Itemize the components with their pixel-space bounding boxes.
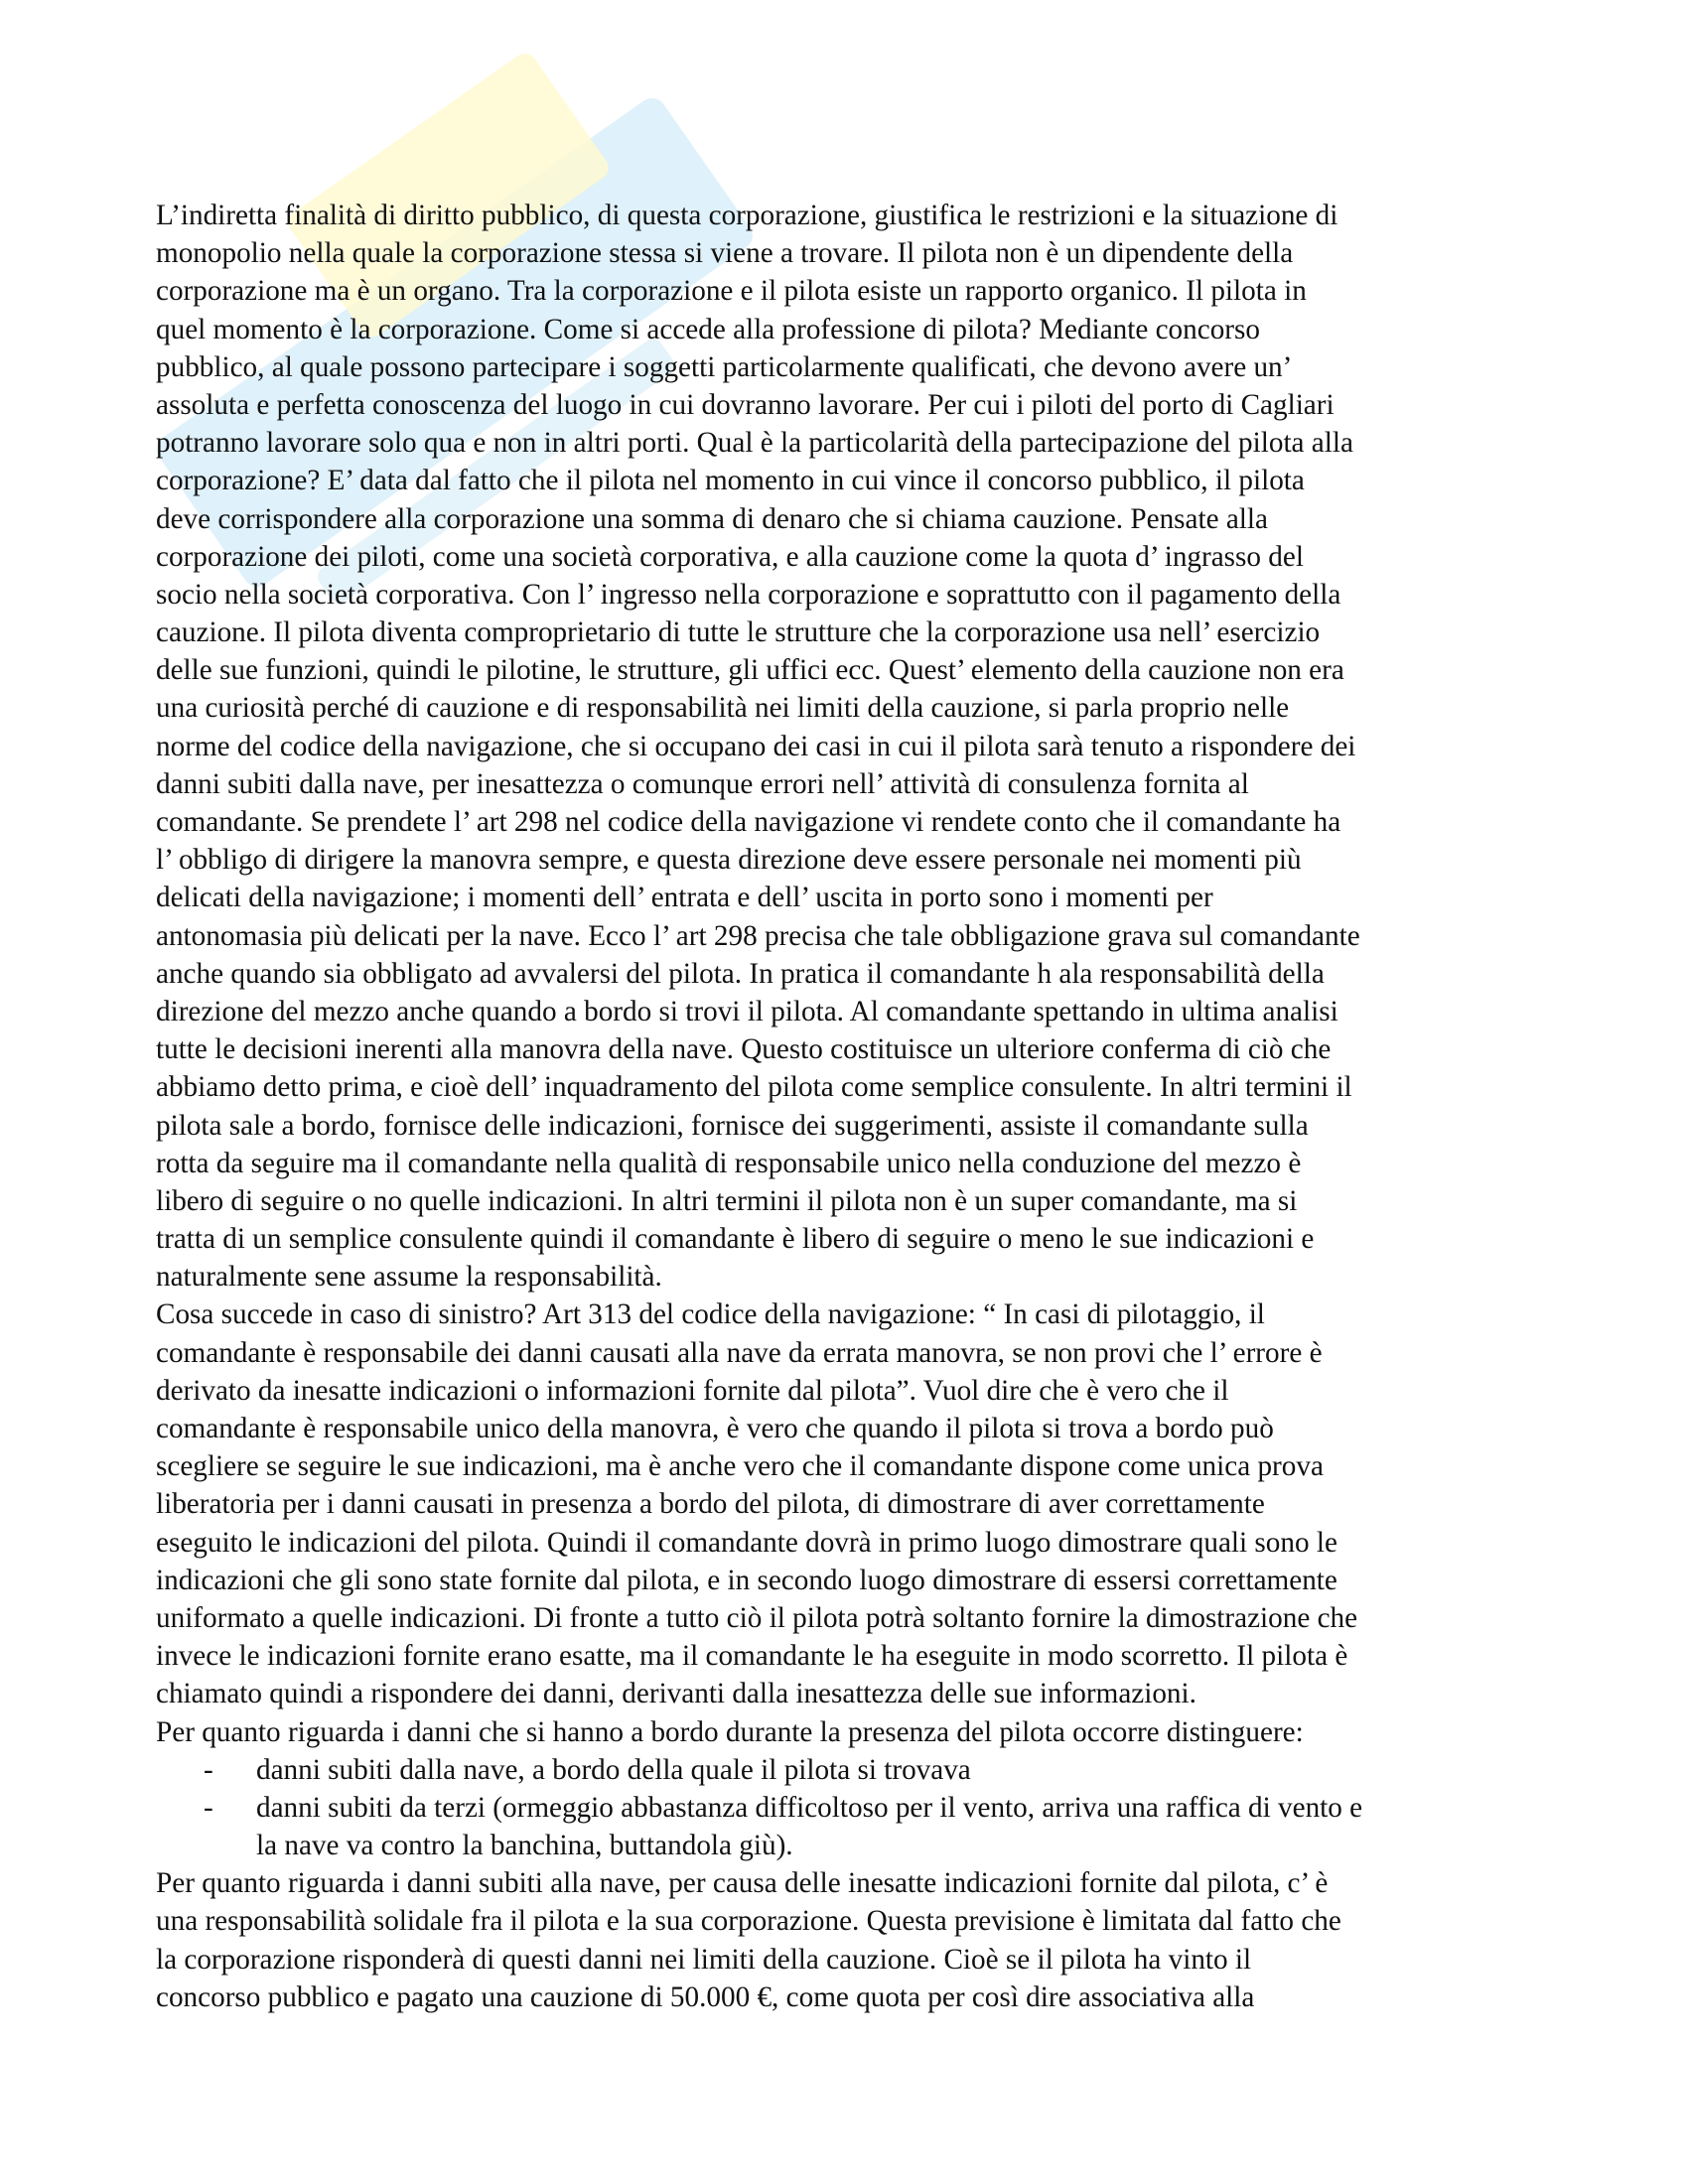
text-line: delicati della navigazione; i momenti dell’ entrata e dell’ uscita in porto sono i momenti per [156,882,1213,914]
text-line: invece le indicazioni fornite erano esatte, ma il comandante le ha eseguite in modo scorretto. Il pilota è [156,1640,1348,1673]
text-line: la corporazione risponderà di questi danni nei limiti della cauzione. Cioè se il pilota ha vinto il [156,1943,1252,1976]
bullet-marker: - [204,1753,213,1786]
bullet-marker: - [204,1791,213,1824]
text-line: corporazione dei piloti, come una società corporativa, e alla cauzione come la quota d’ ingrasso del [156,540,1304,573]
text-line: chiamato quindi a rispondere dei danni, derivanti dalla inesattezza delle sue informazioni. [156,1678,1196,1710]
text-line: pilota sale a bordo, fornisce delle indicazioni, fornisce dei suggerimenti, assiste il comandante sulla [156,1109,1309,1142]
text-line: deve corrispondere alla corporazione una somma di denaro che si chiama cauzione. Pensate alla [156,502,1268,535]
text-line: scegliere se seguire le sue indicazioni, ma è anche vero che il comandante dispone come unica prova [156,1450,1324,1483]
text-line: una responsabilità solidale fra il pilota e la sua corporazione. Questa previsione è limitata dal fatto che [156,1905,1341,1938]
text-line: comandante è responsabile unico della manovra, è vero che quando il pilota si trova a bordo può [156,1413,1274,1444]
text-line: l’ obbligo di dirigere la manovra sempre, e questa direzione deve essere personale nei momenti più [156,844,1302,877]
text-line: Per quanto riguarda i danni che si hanno a bordo durante la presenza del pilota occorre distinguere: [156,1715,1304,1748]
text-line: derivato da inesatte indicazioni o informazioni fornite dal pilota”. Vuol dire che è vero che il [156,1374,1229,1407]
text-line: uniformato a quelle indicazioni. Di fronte a tutto ciò il pilota potrà soltanto fornire la dimostrazione che [156,1601,1358,1634]
text-line: comandante è responsabile dei danni causati alla nave da errata manovra, se non provi che l’ errore è [156,1336,1323,1369]
bullet-list [156,1751,1532,1865]
list-item-text: danni subiti dalla nave, a bordo della quale il pilota si trovava [256,1753,971,1786]
text-line: pubblico, al quale possono partecipare i soggetti particolarmente qualificati, che devono avere un’ [156,350,1293,383]
text-line: abbiamo detto prima, e cioè dell’ inquadramento del pilota come semplice consulente. In altri termini il [156,1071,1352,1104]
text-line: cauzione. Il pilota diventa comproprietario di tutte le strutture che la corporazione usa nell’ esercizio [156,616,1321,649]
text-line: Per quanto riguarda i danni subiti alla nave, per causa delle inesatte indicazioni fornite dal pilota, c’ è [156,1867,1329,1900]
text-line: potranno lavorare solo qua e non in altri porti. Qual è la particolarità della partecipazione del pilota alla [156,427,1353,460]
list-item [156,1751,1532,1789]
text-line: comandante. Se prendete l’ art 298 nel codice della navigazione vi rendete conto che il comandante ha [156,806,1341,838]
list-item-text: danni subiti da terzi (ormeggio abbastanza difficoltoso per il vento, arriva una raffica di vento e [256,1791,1363,1824]
text-line: socio nella società corporativa. Con l’ ingresso nella corporazione e soprattutto con il pagamento della [156,578,1341,611]
list-item [156,1789,1532,1827]
list-item-text: la nave va contro la banchina, buttandola giù). [256,1830,793,1862]
text-line: antonomasia più delicati per la nave. Ecco l’ art 298 precisa che tale obbligazione grava sul comandante [156,919,1360,952]
text-line: anche quando sia obbligato ad avvalersi del pilota. In pratica il comandante h ala responsabilità della [156,957,1325,990]
text-line: eseguito le indicazioni del pilota. Quindi il comandante dovrà in primo luogo dimostrare quali sono le [156,1526,1337,1559]
text-line: corporazione? E’ data dal fatto che il pilota nel momento in cui vince il concorso pubblico, il pilota [156,465,1305,497]
text-line: assoluta e perfetta conoscenza del luogo in cui dovranno lavorare. Per cui i piloti del porto di Cagliari [156,388,1335,421]
text-line: quel momento è la corporazione. Come si accede alla professione di pilota? Mediante concorso [156,313,1260,345]
text-line: tratta di un semplice consulente quindi il comandante è libero di seguire o meno le sue indicazioni e [156,1223,1315,1256]
list-item-continuation [156,1827,1532,1864]
text-line: L’indiretta finalità di diritto pubblico, di questa corporazione, giustifica le restrizioni e la situazione di [156,200,1338,231]
text-line: indicazioni che gli sono state fornite dal pilota, e in secondo luogo dimostrare di essersi correttamente [156,1564,1337,1596]
paragraph-block-after-list [156,1864,1532,2016]
text-line: naturalmente sene assume la responsabilità. [156,1261,662,1294]
text-line: corporazione ma è un organo. Tra la corporazione e il pilota esiste un rapporto organico. Il pilota in [156,275,1307,308]
text-line: norme del codice della navigazione, che si occupano dei casi in cui il pilota sarà tenuto a rispondere dei [156,730,1356,762]
text-line: tutte le decisioni inerenti alla manovra della nave. Questo costituisce un ulteriore conferma di ciò che [156,1033,1332,1066]
text-line: danni subiti dalla nave, per inesattezza o comunque errori nell’ attività di consulenza fornita al [156,767,1249,800]
text-line: direzione del mezzo anche quando a bordo si trovi il pilota. Al comandante spettando in ultima analisi [156,995,1338,1027]
text-line: Cosa succede in caso di sinistro? Art 313 del codice della navigazione: “ In casi di pilotaggio, il [156,1298,1265,1331]
text-line: delle sue funzioni, quindi le pilotine, le strutture, gli uffici ecc. Quest’ elemento della cauzione non era [156,654,1344,687]
document-text [156,197,1532,2016]
text-line: rotta da seguire ma il comandante nella qualità di responsabile unico nella conduzione del mezzo è [156,1147,1302,1179]
text-line: concorso pubblico e pagato una cauzione di 50.000 €, come quota per così dire associativa alla [156,1980,1255,2013]
text-line: libero di seguire o no quelle indicazioni. In altri termini il pilota non è un super comandante, ma si [156,1184,1298,1217]
text-line: una curiosità perché di cauzione e di responsabilità nei limiti della cauzione, si parla proprio nelle [156,692,1290,725]
paragraph-block [156,197,1532,1751]
text-line: liberatoria per i danni causati in presenza a bordo del pilota, di dimostrare di aver correttamente [156,1488,1265,1521]
text-line: monopolio nella quale la corporazione stessa si viene a trovare. Il pilota non è un dipendente della [156,237,1294,270]
